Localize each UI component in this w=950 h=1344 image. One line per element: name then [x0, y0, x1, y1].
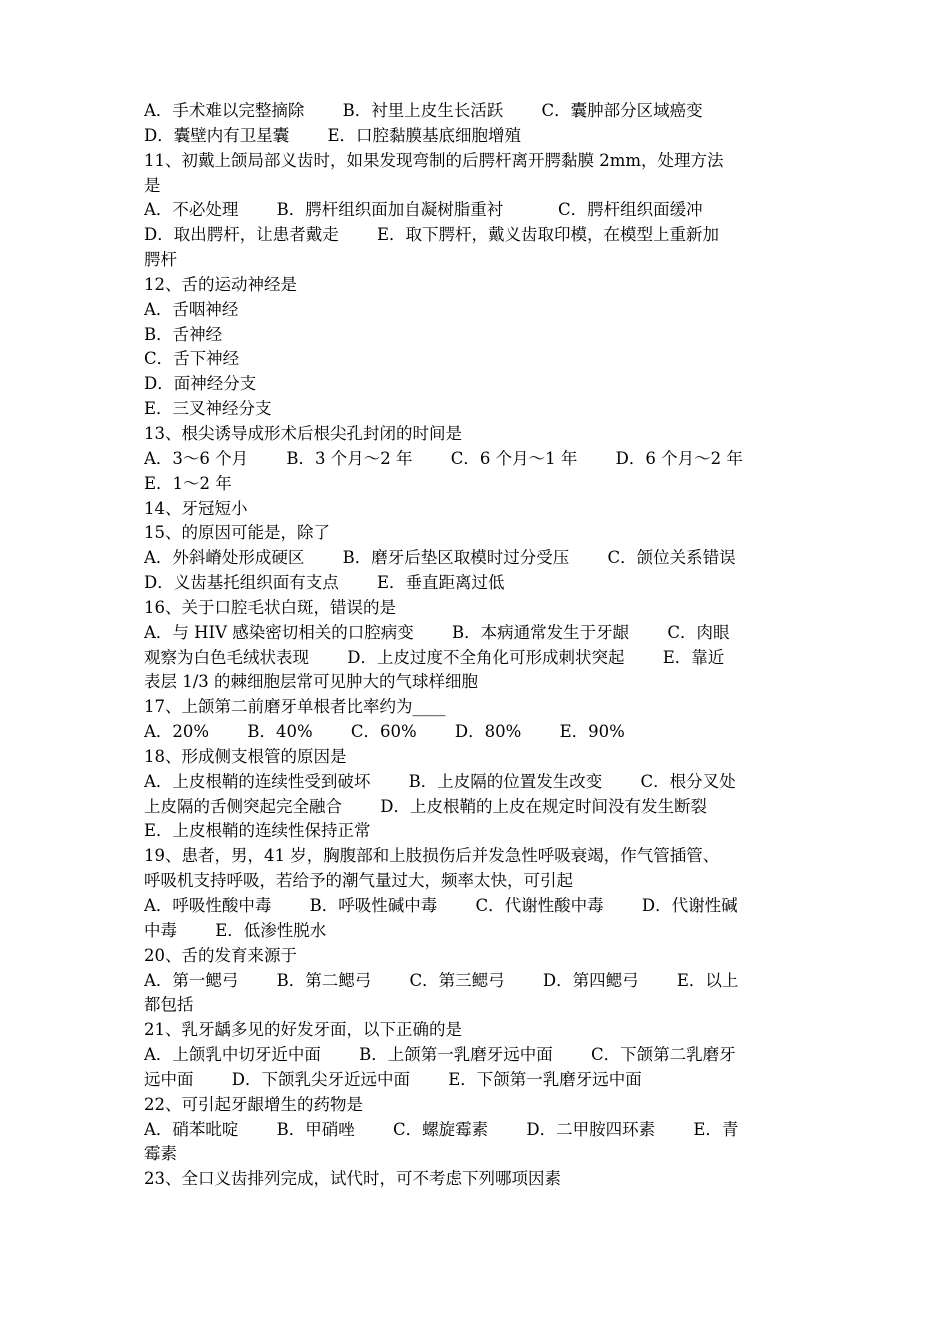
- text-line: 20、舌的发育来源于: [144, 945, 297, 965]
- text-line: 19、患者，男，41 岁，胸腹部和上肢损伤后并发急性呼吸衰竭，作气管插管、: [144, 846, 720, 866]
- text-line: A．外斜嵴处形成硬区 B．磨牙后垫区取模时过分受压 C．颌位关系错误: [144, 548, 736, 568]
- text-line: 16、关于口腔毛状白斑，错误的是: [144, 597, 396, 617]
- text-line: D．囊壁内有卫星囊 E．口腔黏膜基底细胞增殖: [144, 125, 522, 145]
- text-line: A．呼吸性酸中毒 B．呼吸性碱中毒 C．代谢性酸中毒 D．代谢性碱: [144, 896, 738, 915]
- text-line: 表层 1/3 的棘细胞层常可见肿大的气球样细胞: [144, 672, 479, 692]
- text-line: 中毒 E．低渗性脱水: [144, 920, 327, 940]
- text-line: A．上颌乳中切牙近中面 B．上颌第一乳磨牙远中面 C．下颌第二乳磨牙: [144, 1045, 736, 1065]
- text-line: 上皮隔的舌侧突起完全融合 D．上皮根鞘的上皮在规定时间没有发生断裂: [144, 796, 707, 816]
- text-line: 观察为白色毛绒状表现 D．上皮过度不全角化可形成刺状突起 E．靠近: [144, 647, 725, 667]
- text-line: A．舌咽神经: [144, 299, 239, 319]
- text-line: A．3～6 个月 B．3 个月～2 年 C．6 个月～1 年 D．6 个月～2 年: [144, 448, 743, 468]
- text-line: A．第一鳃弓 B．第二鳃弓 C．第三鳃弓 D．第四鳃弓 E．以上: [144, 970, 739, 990]
- text-line: B．舌神经: [144, 324, 223, 344]
- text-line: 霉素: [144, 1144, 177, 1164]
- text-line: D．面神经分支: [144, 374, 257, 394]
- text-line: 呼吸机支持呼吸，若给予的潮气量过大，频率太快，可引起: [144, 871, 573, 891]
- text-line: 22、可引起牙龈增生的药物是: [144, 1094, 363, 1114]
- text-line: 11、初戴上颌局部义齿时，如果发现弯制的后腭杆离开腭黏膜 2mm，处理方法: [144, 150, 724, 170]
- text-line: A．不必处理 B．腭杆组织面加自凝树脂重衬 C．腭杆组织面缓冲: [144, 200, 703, 220]
- text-line: D．取出腭杆，让患者戴走 E．取下腭杆，戴义齿取印模，在模型上重新加: [144, 225, 720, 245]
- text-line: 17、上颌第二前磨牙单根者比率约为____: [144, 697, 446, 717]
- question-text-block: [144, 99, 808, 1192]
- text-line: 15、的原因可能是，除了: [144, 523, 330, 543]
- text-line: A．与 HIV 感染密切相关的口腔病变 B．本病通常发生于牙龈 C．肉眼: [144, 622, 730, 642]
- text-line: E．上皮根鞘的连续性保持正常: [144, 821, 371, 841]
- text-line: A．上皮根鞘的连续性受到破坏 B．上皮隔的位置发生改变 C．根分叉处: [144, 771, 736, 791]
- text-line: 12、舌的运动神经是: [144, 274, 297, 294]
- text-line: 都包括: [144, 995, 194, 1015]
- text-line: 远中面 D．下颌乳尖牙近远中面 E．下颌第一乳磨牙远中面: [144, 1069, 642, 1089]
- text-line: A．手术难以完整摘除 B．衬里上皮生长活跃 C．囊肿部分区域癌变: [144, 101, 703, 120]
- text-line: A．20% B．40% C．60% D．80% E．90%: [144, 722, 625, 742]
- text-line: E．三叉神经分支: [144, 399, 272, 419]
- text-line: C．舌下神经: [144, 349, 240, 369]
- text-line: E．1～2 年: [144, 473, 232, 493]
- text-line: 21、乳牙龋多见的好发牙面，以下正确的是: [144, 1020, 462, 1040]
- text-line: 腭杆: [144, 250, 177, 270]
- text-line: 是: [144, 175, 161, 195]
- text-line: A．硝苯吡啶 B．甲硝唑 C．螺旋霉素 D．二甲胺四环素 E．青: [144, 1119, 739, 1139]
- text-line: D．义齿基托组织面有支点 E．垂直距离过低: [144, 573, 505, 593]
- text-line: 13、根尖诱导成形术后根尖孔封闭的时间是: [144, 423, 462, 443]
- text-line: 14、牙冠短小: [144, 498, 248, 518]
- text-line: 18、形成侧支根管的原因是: [144, 746, 347, 766]
- text-line: 23、全口义齿排列完成，试代时，可不考虑下列哪项因素: [144, 1169, 561, 1189]
